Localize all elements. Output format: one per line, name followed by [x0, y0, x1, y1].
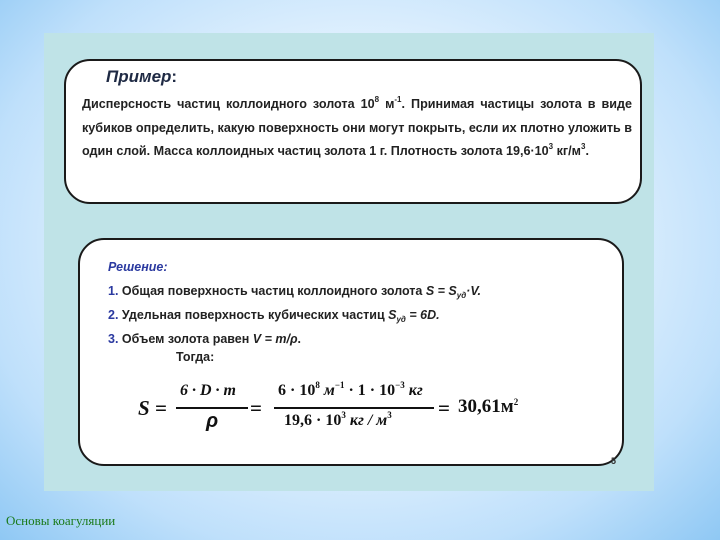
formula-result: $30,61м^2$ — [458, 396, 519, 417]
solution-step-3: 3. Объем золота равен V = m/ρ. — [108, 332, 302, 346]
fraction-bar-2 — [274, 407, 434, 409]
solution-step-1: 1. Общая поверхность частиц коллоидного золота $S = S_{уд}\cdot V$. — [108, 284, 481, 300]
footer-title: Основы коагуляции — [6, 513, 116, 528]
formula-numerator-2: $6 \cdot 10^8$ $м^{-1} \cdot 1 \cdot 10^{-3}$ кг — [278, 380, 423, 399]
example-box — [64, 59, 642, 204]
then-label: Тогда: — [176, 350, 215, 364]
solution-title: Решение: — [108, 260, 168, 274]
slide — [44, 33, 654, 491]
formula-equals-1: = — [250, 396, 262, 420]
solution-box — [78, 238, 624, 466]
fraction-bar-1 — [176, 407, 248, 409]
result-formula — [138, 380, 518, 438]
formula-equals-2: = — [438, 396, 450, 420]
example-title: Пример: — [106, 67, 178, 86]
formula-lhs: S = — [138, 396, 167, 420]
page-number: 5 — [611, 456, 617, 466]
formula-denominator-2: $19,6 \cdot 10^3$ кг / $м^3$ — [284, 410, 392, 429]
example-problem-text: Дисперсность частиц коллоидного золота $10^8$ $м^{-1}$. Принимая частицы золота в виде кубиков определить, какую поверхность они могут покрыть, если их плотно уложить в один слой. Масса коллоидных частиц золота 1 г. Плотность золота $19,6\cdot 10^3$ $кг/м^3$. — [82, 95, 632, 158]
formula-numerator-1: 6 · D · m — [180, 382, 236, 399]
solution-step-2: 2. Удельная поверхность кубических частиц $S_{уд} = 6D$. — [108, 308, 440, 324]
formula-denominator-1: ρ — [206, 410, 219, 432]
